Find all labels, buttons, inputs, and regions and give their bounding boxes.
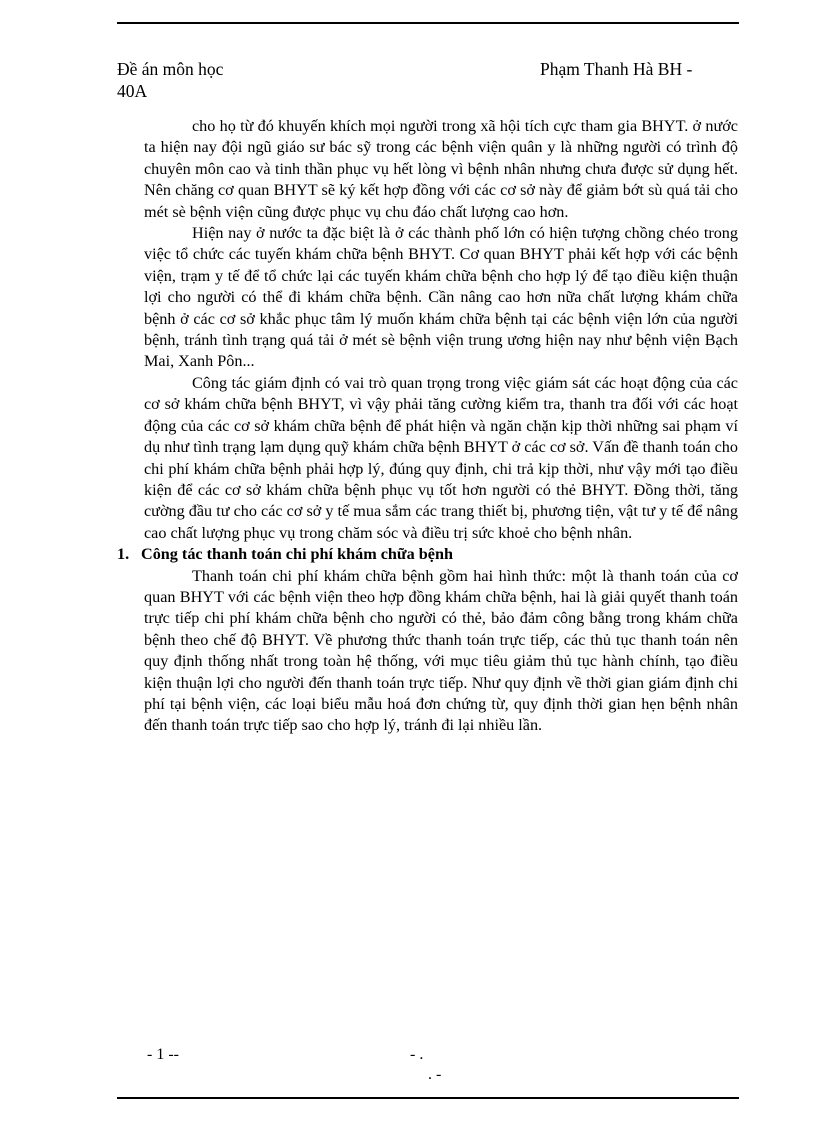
paragraph-2: Hiện nay ở nước ta đặc biệt là ở các thành phố lớn có hiện tượng chồng chéo trong việc tổ chức các tuyến khám chữa bệnh BHYT. Cơ quan BHYT phải kết hợp với các bệnh viện, trạm y tế để tổ chức lại các tuyến khám chữa bệnh cho hợp lý để tạo điều kiện thuận lợi cho người có thể đi khám chữa bệnh. Cần nâng cao hơn nữa chất lượng khám chữa bệnh ở các cơ sở khắc phục tâm lý muốn khám chữa bệnh tại các bệnh viện lớn của người bệnh, tránh tình trạng quá tải ở mét sè bệnh viện trung ương hiện nay như bệnh viện Bạch Mai, Xanh Pôn... — [144, 224, 738, 371]
section-paragraph: Thanh toán chi phí khám chữa bệnh gồm hai hình thức: một là thanh toán của cơ quan BHYT với các bệnh viện theo hợp đồng khám chữa bệnh, hai là giải quyết thanh toán trực tiếp chi phí khám chữa bệnh cho người có thẻ, bảo đảm công bằng trong khám chữa bệnh theo chế độ BHYT. Về phương thức thanh toán trực tiếp, các thủ tục thanh toán nên quy định thống nhất trong toàn hệ thống, với mục tiêu giảm thủ tục hành chính, tạo điều kiện thuận lợi cho người đến thanh toán trực tiếp. Như quy định về thời gian giám định chi phí tại bệnh viện, các loại biểu mẫu hoá đơn chứng từ, quy định thời gian hẹn bệnh nhân đến thanh toán trực tiếp sao cho hợp lý, tránh đi lại nhiều lần. — [144, 566, 738, 735]
page-number: - 1 -- — [147, 1046, 179, 1063]
paragraph-3: Công tác giám định có vai trò quan trọng trong việc giám sát các hoạt động của các cơ sở khám chữa bệnh BHYT, vì vậy phải tăng cường kiểm tra, thanh tra đối với các hoạt động của các cơ sở khám chữa bệnh để phát hiện và ngăn chặn kịp thời những sai phạm ví dụ như tình trạng lạm dụng quỹ khám chữa bệnh BHYT ở các cơ sở. Vấn đề thanh toán cho chi phí khám chữa bệnh phải hợp lý, đúng quy định, chi trả kịp thời, như vậy mới tạo điều kiện để các cơ sở khám chữa bệnh phục vụ tốt hơn người có thẻ BHYT. Đồng thời, tăng cường đầu tư cho các cơ sở y tế mua sắm các trang thiết bị, phương tiện, vật tư y tế để nâng cao chất lượng phục vụ trong chăm sóc và điều trị sức khoẻ cho bệnh nhân. — [144, 373, 738, 542]
header-class: 40A — [117, 81, 148, 101]
header-left — [117, 58, 223, 102]
document-body — [117, 116, 738, 737]
paragraph-1: cho họ từ đó khuyến khích mọi người trong xã hội tích cực tham gia BHYT. ở nước ta hiện nay đội ngũ giáo sư bác sỹ trong các bệnh viện quân y là những người có trình độ chuyên môn cao và tinh thần phục vụ hết lòng vì bệnh nhân nhưng chưa được sử dụng hết. Nên chăng cơ quan BHYT sẽ ký kết hợp đồng với các cơ sở này để giảm bớt sù quá tải cho mét sè bệnh viện cũng được phục vụ chu đáo chất lượng cao hơn. — [144, 117, 738, 221]
footer-mark: - . — [410, 1046, 424, 1063]
section-title: Công tác thanh toán chi phí khám chữa bệnh — [141, 545, 453, 564]
header-rule — [117, 22, 739, 24]
header-course-title: Đề án môn học — [117, 59, 224, 79]
header-author: Phạm Thanh Hà BH - — [540, 59, 693, 79]
footer-rule — [117, 1097, 739, 1099]
section-number: 1. — [117, 545, 130, 564]
section-heading — [117, 544, 711, 565]
footer-mark-secondary: . - — [428, 1066, 442, 1083]
